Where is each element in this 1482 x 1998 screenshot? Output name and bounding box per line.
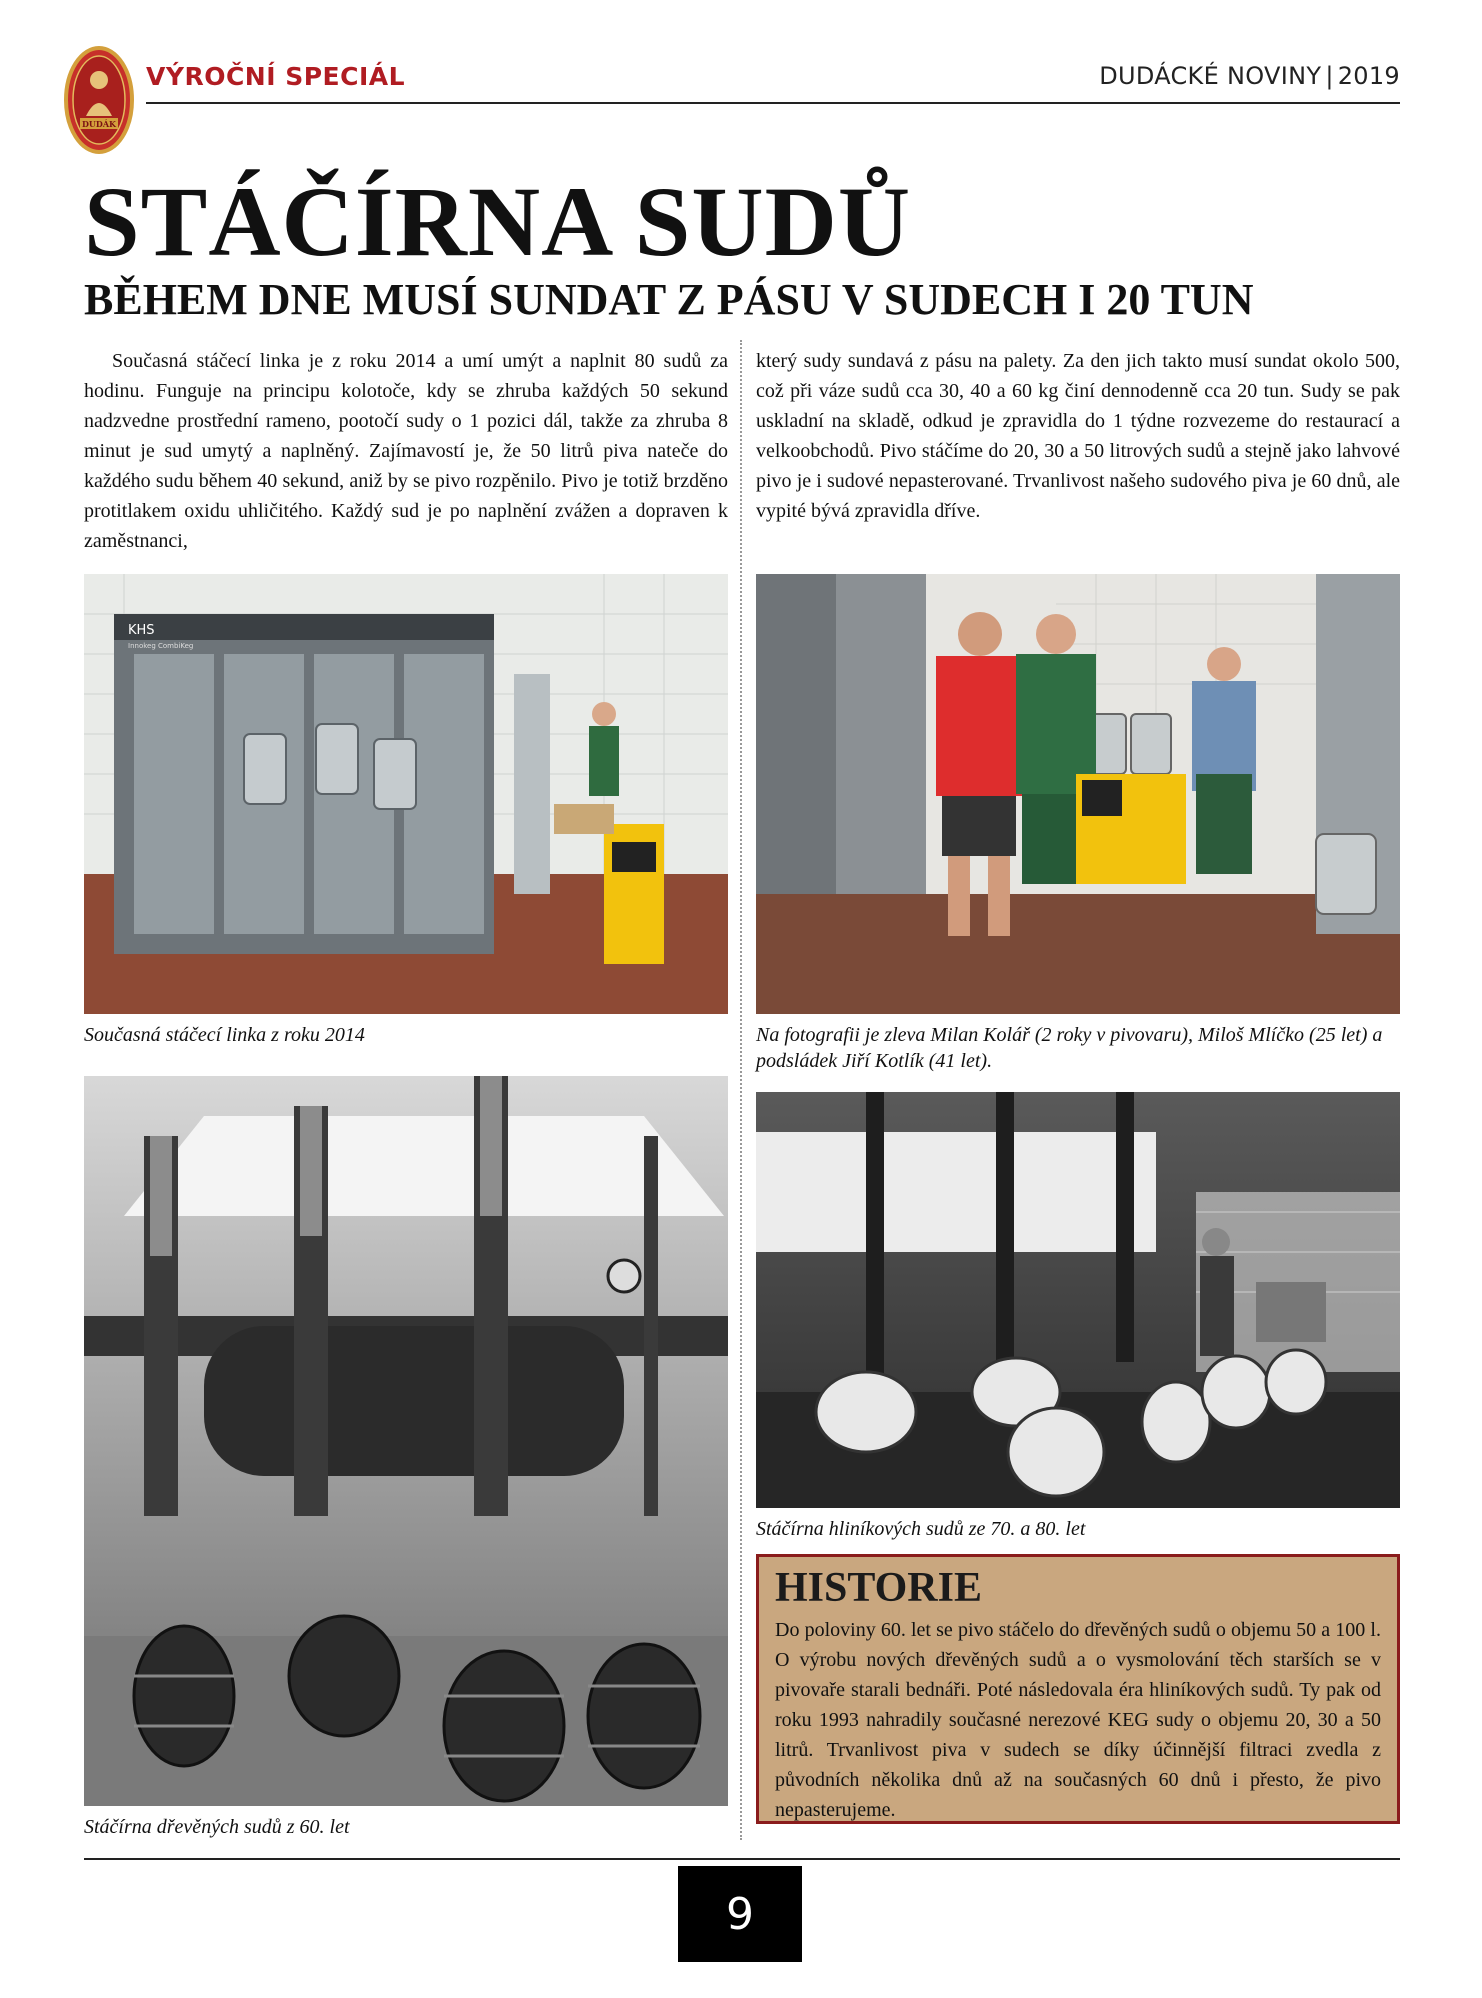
caption-filling-line: Současná stáčecí linka z roku 2014 xyxy=(84,1024,365,1046)
svg-text:KHS: KHS xyxy=(128,623,155,638)
article-title: STÁČÍRNA SUDŮ xyxy=(84,166,912,277)
photo-filling-line xyxy=(84,574,728,1014)
section-label: VÝROČNÍ SPECIÁL xyxy=(146,62,406,91)
history-text: Do poloviny 60. let se pivo stáčelo do dřevěných sudů o objemu 50 a 100 l. O výrobu nových dřevěných sudů a o vysmolování těch starších se v pivovaře starali bednáři. Poté následovala éra hliníkových sudů. Ty pak od roku 1993 nahradily současné nerezové KEG sudy o objemu 20, 30 a 50 litrů. Trvanlivost piva v sudech se díky účinnější filtraci zvedla z původních několika dnů až na současných 60 dnů i přesto, že pivo nepasterujeme. xyxy=(775,1619,1381,1821)
column-divider xyxy=(740,340,742,1840)
article-text-right: který sudy sundavá z pásu na palety. Za den jich takto musí sundat okolo 500, což při váze sudů cca 30, 40 a 60 kg činí dennodenně cca 20 tun. Sudy se pak uskladní na skladě, odkud je zpravidla do 1 týdne rozvezeme do restaurací a velkoobchodů. Pivo stáčíme do 20, 30 a 50 litrových sudů a stejně jako lahvové pivo je i sudové nepasterované. Trvanlivost našeho sudového piva je 60 dnů, ale vypité bývá zpravidla dříve. xyxy=(756,350,1400,522)
svg-text:DUDÁK: DUDÁK xyxy=(81,119,117,129)
caption-aluminium-kegs: Stáčírna hliníkových sudů ze 70. a 80. let xyxy=(756,1518,1086,1540)
header-rule xyxy=(146,102,1400,104)
photo-workers xyxy=(756,574,1400,1014)
paper-name: DUDÁCKÉ NOVINY xyxy=(1099,62,1322,90)
footer-rule xyxy=(84,1858,1400,1860)
history-box xyxy=(756,1554,1400,1824)
dudak-logo xyxy=(64,46,134,154)
photo-wooden-barrels xyxy=(84,1076,728,1806)
header-separator: | xyxy=(1325,62,1334,90)
page-header xyxy=(0,0,1482,129)
paper-info xyxy=(1099,62,1400,90)
caption-workers: Na fotografii je zleva Milan Kolář (2 roky v pivovaru), Miloš Mlíčko (25 let) a podsládek Jiří Kotlík (41 let). xyxy=(756,1024,1383,1072)
svg-text:Innokeg CombiKeg: Innokeg CombiKeg xyxy=(128,642,194,650)
page-number: 9 xyxy=(678,1866,802,1962)
paper-year: 2019 xyxy=(1337,62,1400,90)
caption-wooden-barrels: Stáčírna dřevěných sudů z 60. let xyxy=(84,1816,350,1838)
article-text-left: Současná stáčecí linka je z roku 2014 a umí umýt a naplnit 80 sudů za hodinu. Funguje na principu kolotoče, kdy se zhruba každých 50 sekund nadzvedne prostřední rameno, pootočí sudy o 1 pozici dál, takže za zhruba 8 minut je sud umytý a naplněný. Zajímavostí je, že 50 litrů piva nateče do každého sudu během 40 sekund, aniž by se pivo rozpěnilo. Pivo je totiž brzděno protitlakem oxidu uhličitého. Každý sud je po naplnění zvážen a dopraven k zaměstnanci, xyxy=(84,350,728,552)
history-title: HISTORIE xyxy=(775,1565,982,1611)
photo-aluminium-kegs xyxy=(756,1092,1400,1508)
article-subtitle: BĚHEM DNE MUSÍ SUNDAT Z PÁSU V SUDECH I 20 TUN xyxy=(84,275,1254,324)
